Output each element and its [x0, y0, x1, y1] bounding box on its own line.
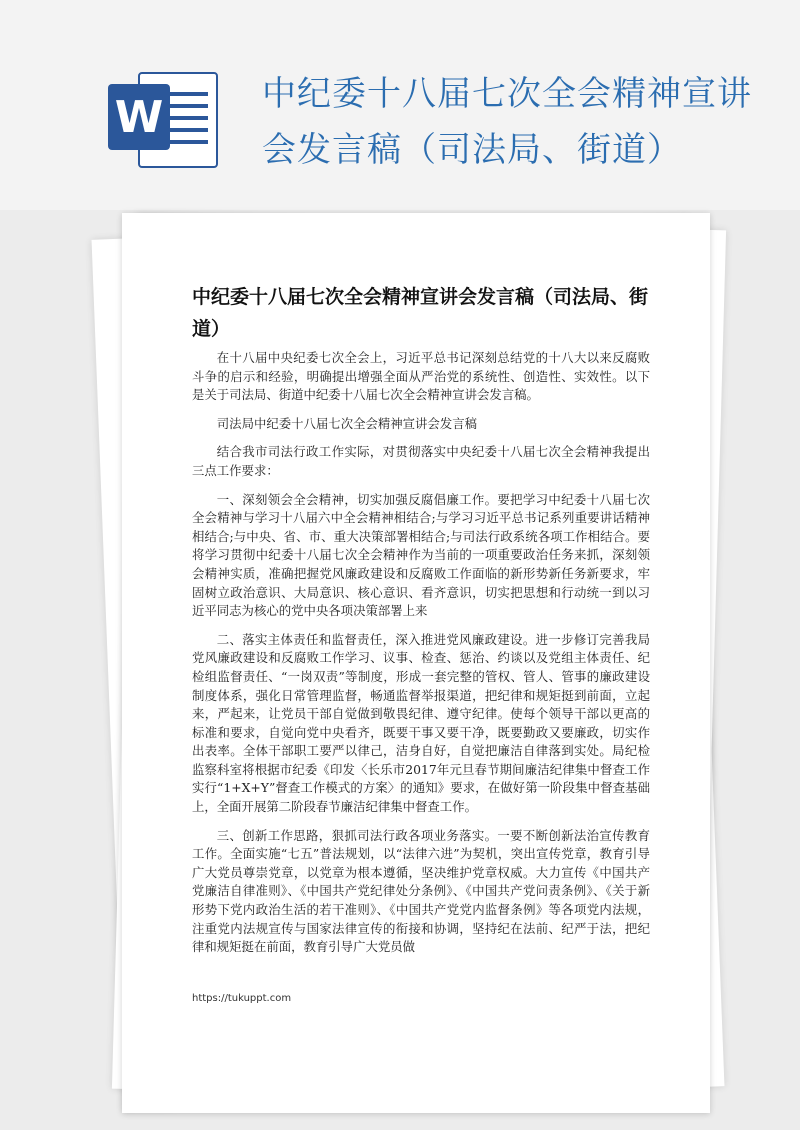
document-body — [192, 349, 650, 967]
document-title: 中纪委十八届七次全会精神宣讲会发言稿（司法局、街道） — [192, 286, 649, 340]
paragraph-point-2: 二、落实主体责任和监督责任，深入推进党风廉政建设。进一步修订完善我局党风廉政建设和反腐败工作学习、议事、检查、惩治、约谈以及党组主体责任、纪检组监督责任、“一岗双责”等制度，形成一套完整的管权、管人、管事的廉政建设制度体系，强化日常管理监督，畅通监督举报渠道，把纪律和规矩挺到前面，立起来，严起来，让党员干部自觉做到敬畏纪律、遵守纪律。使每个领导干部以更高的标准和要求，自觉向党中央看齐，既要干事又要干净，既要勤政又要廉政，切实作出表率。全体干部职工要严以律己，洁身自好，自觉把廉洁自律落到实处。局纪检监察科室将根据市纪委《印发〈长乐市2017年元旦春节期间廉洁纪律集中督查工作实行“1+X+Y”督查工作模式的方案〉的通知》要求，在做好第一阶段集中督查基础上，全面开展第二阶段春节廉洁纪律集中督查工作。 — [192, 631, 650, 815]
paragraph-point-1: 一、深刻领会全会精神，切实加强反腐倡廉工作。要把学习中纪委十八届七次全会精神与学习十八届六中全会精神相结合;与学习习近平总书记系列重要讲话精神相结合;与中央、省、市、重大决策部署相结合;与司法行政系统各项工作相结合。要将学习贯彻中纪委十八届七次全会精神作为当前的一项重要政治任务来抓，深刻领会精神实质，准确把握党风廉政建设和反腐败工作面临的新形势新任务新要求，牢固树立政治意识、大局意识、核心意识、看齐意识，切实把思想和行动统一到以习近平同志为核心的党中央各项决策部署上来 — [192, 491, 650, 619]
paragraph-point-3: 三、创新工作思路，狠抓司法行政各项业务落实。一要不断创新法治宣传教育工作。全面实施“七五”普法规划，以“法律六进”为契机，突出宣传党章，教育引导广大党员尊崇党章，以党章为根本遵循，坚决维护党章权威。大力宣传《中国共产党廉洁自律准则》、《中国共产党纪律处分条例》、《中国共产党问责条例》、《关于新形势下党内政治生活的若干准则》、《中国共产党党内监督条例》等各项党内法规，注重党内法规宣传与国家法律宣传的衔接和协调，坚持纪在法前、纪严于法，把纪律和规矩挺在前面，教育引导广大党员做 — [192, 827, 650, 955]
paragraph-subtitle: 司法局中纪委十八届七次全会精神宣讲会发言稿 — [216, 415, 477, 431]
paragraph-intro: 在十八届中央纪委七次全会上，习近平总书记深刻总结党的十八大以来反腐败斗争的启示和经验，明确提出增强全面从严治党的系统性、创造性、实效性。以下是关于司法局、街道中纪委十八届七次全会精神宣讲会发言稿。 — [192, 350, 650, 403]
header-title: 中纪委十八届七次全会精神宣讲会发言稿（司法局、街道） — [262, 74, 752, 170]
footer-url-link[interactable]: https://tukuppt.com — [192, 993, 292, 1004]
icon-badge: W — [108, 84, 170, 150]
word-document-icon — [108, 62, 220, 174]
document-page — [122, 213, 710, 1113]
paragraph-requirements: 结合我市司法行政工作实际，对贯彻落实中央纪委十八届七次全会精神我提出三点工作要求： — [192, 444, 650, 478]
page-header — [0, 0, 800, 210]
